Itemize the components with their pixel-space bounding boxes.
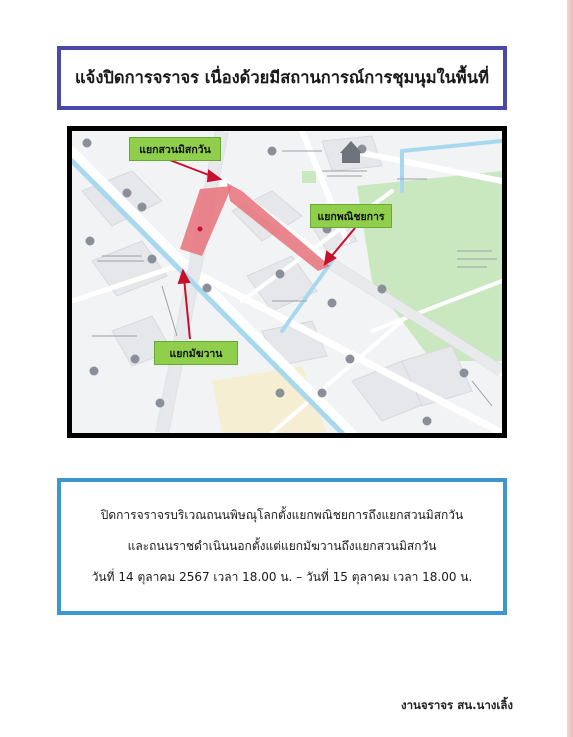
- notice-title: แจ้งปิดการจราจร เนื่องด้วยมีสถานการณ์การชุมนุมในพื้นที่: [75, 68, 489, 87]
- label-misakawan-intersection: แยกสวนมิสกวัน: [129, 137, 221, 161]
- issuer-credit: งานจราจร สน.นางเลิ้ง: [400, 698, 513, 712]
- page-edge: [567, 0, 573, 737]
- closure-marker: [198, 227, 203, 232]
- notice-title-box: [57, 46, 507, 110]
- label-phanitchayakan-intersection: แยกพณิชยการ: [310, 204, 392, 228]
- details-line-2: และถนนราชดำเนินนอกตั้งแต่แยกมัฆวานถึงแยกสวนมิสกวัน: [127, 539, 437, 553]
- details-line-1: ปิดการจราจรบริเวณถนนพิษณุโลกตั้งแยกพณิชยการถึงแยกสวนมิสกวัน: [100, 508, 464, 522]
- map-canvas: [72, 131, 502, 433]
- closure-map: [67, 126, 507, 438]
- closure-details-box: [57, 478, 507, 615]
- details-line-3: วันที่ 14 ตุลาคม 2567 เวลา 18.00 น. – วันที่ 15 ตุลาคม เวลา 18.00 น.: [91, 570, 473, 584]
- green-plot: [302, 171, 316, 183]
- label-makkhawan-intersection: แยกมัฆวาน: [154, 341, 238, 365]
